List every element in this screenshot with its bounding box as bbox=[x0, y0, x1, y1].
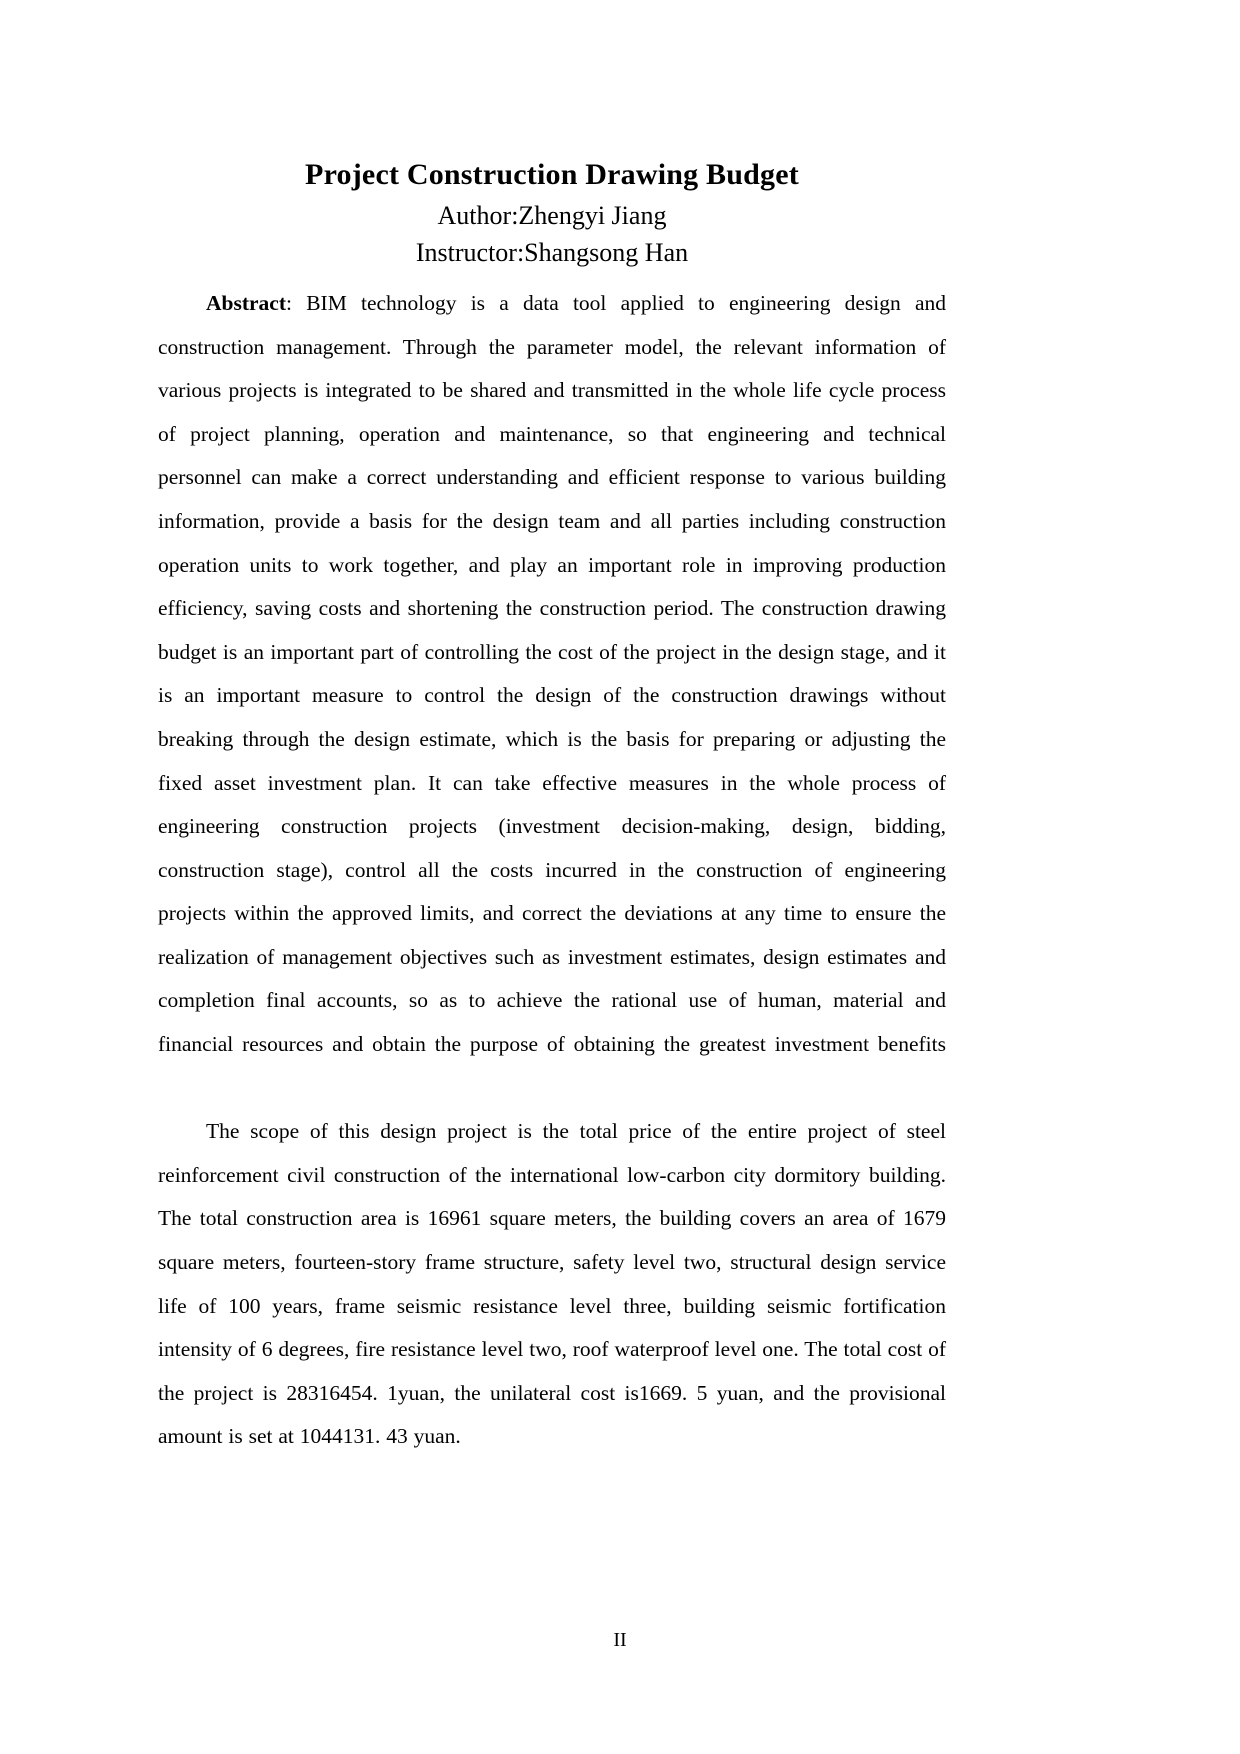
abstract-label-separator: : bbox=[286, 290, 307, 315]
page-title: Project Construction Drawing Budget bbox=[305, 158, 799, 191]
instructor-line: Instructor:Shangsong Han bbox=[415, 238, 689, 268]
abstract-section bbox=[158, 282, 946, 1110]
scope-paragraph: The scope of this design project is the total price of the entire project of steel reinforcement civil construction of the international low-carbon city dormitory building. The total construction area is 16961 square meters, the building covers an area of 1679 square meters, fourteen-story frame structure, safety level two, structural design service life of 100 years, frame seismic resistance level three, building seismic fortification intensity of 6 degrees, fire resistance level two, roof waterproof level one. The total cost of the project is 28316454. 1yuan, the unilateral cost is1669. 5 yuan, and the provisional amount is set at 1044131. 43 yuan. bbox=[158, 1119, 946, 1449]
abstract-paragraph bbox=[158, 282, 946, 1110]
page-number: II bbox=[613, 1629, 627, 1651]
author-line: Author:Zhengyi Jiang bbox=[437, 200, 667, 230]
abstract-label: Abstract bbox=[206, 290, 287, 315]
abstract-body-text: BIM technology is a data tool applied to engineering design and construction management. Through the parameter model, the relevant information of various projects is integrated to be shared and transmitted in the whole life cycle process of project planning, operation and maintenance, so that engineering and technical personnel can make a correct understanding and efficient response to various building information, provide a basis for the design team and all parties including construction operation units to work together, and play an important role in improving production efficiency, saving costs and shortening the construction period. The construction drawing budget is an important part of controlling the cost of the project in the design stage, and it is an important measure to control the design of the construction drawings without breaking through the design estimate, which is the basis for preparing or adjusting the fixed asset investment plan. It can take effective measures in the whole process of engineering construction projects (investment decision-making, design, bidding, construction stage), control all the costs incurred in the construction of engineering projects within the approved limits, and correct the deviations at any time to ensure the realization of management objectives such as investment estimates, design estimates and completion final accounts, so as to achieve the rational use of human, material and financial resources and obtain the purpose of obtaining the greatest investment benefits bbox=[158, 290, 946, 1057]
page-content bbox=[158, 155, 946, 1459]
